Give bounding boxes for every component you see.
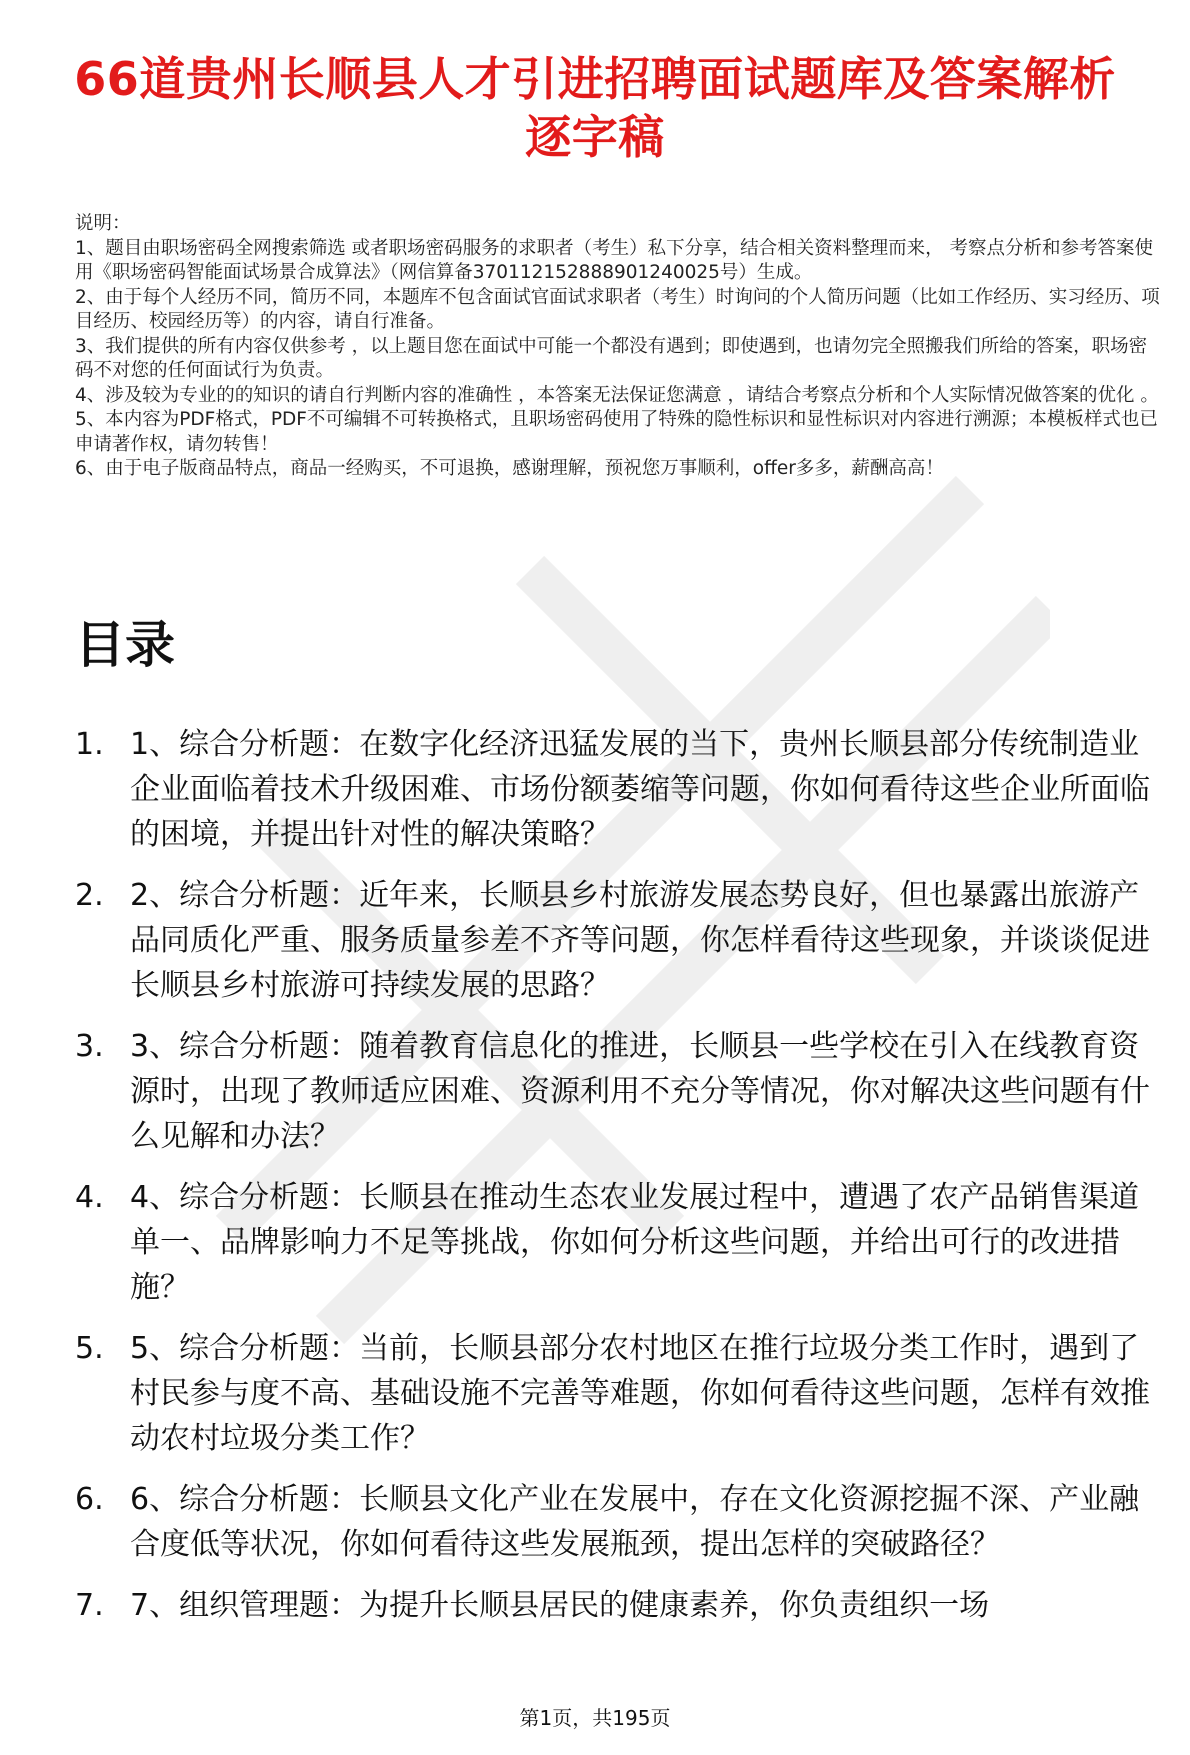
- toc-item[interactable]: [75, 1326, 1165, 1461]
- toc-item[interactable]: [75, 1175, 1165, 1310]
- toc-item-number: 2.: [75, 878, 104, 913]
- toc-item[interactable]: [75, 1583, 1165, 1628]
- toc-item-number: 3.: [75, 1029, 104, 1064]
- toc-item-number: 7.: [75, 1588, 104, 1623]
- toc-item-text: 3、综合分析题：随着教育信息化的推进，长顺县一些学校在引入在线教育资源时，出现了教师适应困难、资源利用不充分等情况，你对解决这些问题有什么见解和办法？: [130, 1029, 1150, 1154]
- disclaimer-notes: [75, 212, 1165, 482]
- toc-item-number: 1.: [75, 727, 104, 762]
- document-title: 66道贵州长顺县人才引进招聘面试题库及答案解析逐字稿: [74, 52, 1116, 164]
- toc-item-text: 4、综合分析题：长顺县在推动生态农业发展过程中，遭遇了农产品销售渠道单一、品牌影响力不足等挑战，你如何分析这些问题，并给出可行的改进措施？: [130, 1180, 1140, 1305]
- toc-item-text: 1、综合分析题：在数字化经济迅猛发展的当下，贵州长顺县部分传统制造业企业面临着技术升级困难、市场份额萎缩等问题，你如何看待这些企业所面临的困境，并提出针对性的解决策略？: [130, 727, 1150, 852]
- toc-item-number: 4.: [75, 1180, 104, 1215]
- note-item: 3、我们提供的所有内容仅供参考 ，以上题目您在面试中可能一个都没有遇到；即使遇到，也请勿完全照搬我们所给的答案，职场密码不对您的任何面试行为负责。: [75, 335, 1148, 381]
- note-item: 2、由于每个人经历不同，简历不同，本题库不包含面试官面试求职者（考生）时询问的个人简历问题（比如工作经历、实习经历、项目经历、校园经历等）的内容，请自行准备。: [75, 286, 1160, 332]
- toc-item[interactable]: [75, 873, 1165, 1008]
- toc-list: [75, 722, 1165, 1644]
- toc-item-text: 6、综合分析题：长顺县文化产业在发展中，存在文化资源挖掘不深、产业融合度低等状况，你如何看待这些发展瓶颈，提出怎样的突破路径？: [130, 1482, 1140, 1562]
- toc-item-number: 6.: [75, 1482, 104, 1517]
- toc-item-text: 7、组织管理题：为提升长顺县居民的健康素养，你负责组织一场: [130, 1588, 990, 1623]
- note-item: 6、由于电子版商品特点，商品一经购买，不可退换，感谢理解，预祝您万事顺利，offer多多，薪酬高高！: [75, 458, 944, 479]
- toc-item[interactable]: [75, 1024, 1165, 1159]
- toc-item-text: 5、综合分析题：当前，长顺县部分农村地区在推行垃圾分类工作时，遇到了村民参与度不高、基础设施不完善等难题，你如何看待这些问题，怎样有效推动农村垃圾分类工作？: [130, 1331, 1150, 1456]
- notes-heading: 说明：: [75, 213, 131, 234]
- toc-item[interactable]: [75, 1477, 1165, 1567]
- note-item: 4、涉及较为专业的的知识的请自行判断内容的准确性 ，本答案无法保证您满意 ，请结合考察点分析和个人实际情况做答案的优化 。: [75, 384, 1159, 406]
- page-number-footer: 第1页，共195页: [519, 1706, 671, 1730]
- toc-item-text: 2、综合分析题：近年来，长顺县乡村旅游发展态势良好，但也暴露出旅游产品同质化严重、服务质量参差不齐等问题，你怎样看待这些现象，并谈谈促进长顺县乡村旅游可持续发展的思路？: [130, 878, 1150, 1003]
- note-item: 5、本内容为PDF格式，PDF不可编辑不可转换格式，且职场密码使用了特殊的隐性标识和显性标识对内容进行溯源；本模板样式也已申请著作权，请勿转售！: [75, 409, 1158, 455]
- toc-heading: 目录: [75, 616, 175, 674]
- note-item: 1、题目由职场密码全网搜索筛选 或者职场密码服务的求职者（考生）私下分享，结合相关资料整理而来， 考察点分析和参考答案使用《职场密码智能面试场景合成算法》（网信算备370112152888901240025号）生成。: [75, 237, 1154, 283]
- toc-item-number: 5.: [75, 1331, 104, 1366]
- toc-item[interactable]: [75, 722, 1165, 857]
